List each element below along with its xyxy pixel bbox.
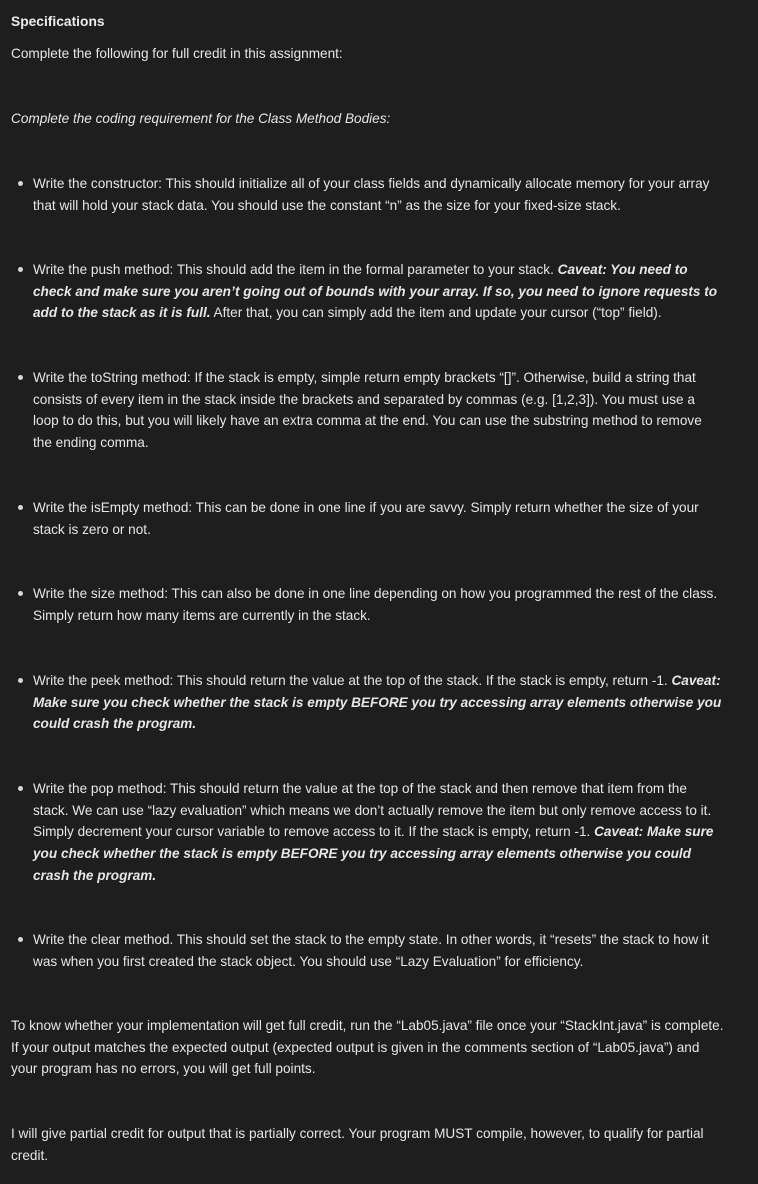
requirement-text: Write the constructor: This should initialize all of your class fields and dynamically allocate memory for your array that will hold your stack data. You should use the constant “n” as the size for your fixed-size stack. <box>33 176 710 213</box>
requirement-text: Write the peek method: This should return the value at the top of the stack. If the stack is empty, return -1. <box>33 673 672 688</box>
requirement-size <box>33 583 723 626</box>
requirement-peek <box>33 670 723 735</box>
caveat-text: Caveat: You need to check and make sure you aren’t going out of bounds with your array. If so, you need to ignore requests to add to the stack as it is full. <box>33 262 718 321</box>
caveat-text: Caveat: Make sure you check whether the stack is empty BEFORE you try accessing array elements otherwise you could crash the program. <box>33 824 714 883</box>
requirement-text-after: After that, you can simply add the item and update your cursor (“top” field). <box>210 305 662 321</box>
requirement-isempty <box>33 497 723 540</box>
full-credit-paragraph: To know whether your implementation will get full credit, run the “Lab05.java” file once your “StackInt.java” is complete. If your output matches the expected output (expected output is given in the comments section of “Lab05.java”) and your program has no errors, you will get full points. <box>11 1018 724 1077</box>
page-title: Specifications <box>11 14 105 29</box>
subheading: Complete the coding requirement for the Class Method Bodies: <box>11 111 391 126</box>
requirement-constructor <box>33 173 723 216</box>
requirement-clear <box>33 929 723 972</box>
caveat-text: Caveat: Make sure you check whether the stack is empty BEFORE you try accessing array elements otherwise you could crash the program. <box>33 673 722 732</box>
requirement-tostring <box>33 367 723 454</box>
requirement-text: Write the push method: This should add the item in the formal parameter to your stack. <box>33 262 558 277</box>
requirement-text: Write the toString method: If the stack is empty, simple return empty brackets “[]”. Otherwise, build a string that consists of every item in the stack inside the brackets and separated by commas (e.g. [1,2,3]). You must use a loop to do this, but you will likely have an extra comma at the end. You can use the substring method to remove the ending comma. <box>33 370 702 451</box>
requirement-push <box>33 259 723 324</box>
partial-credit-paragraph: I will give partial credit for output that is partially correct. Your program MUST compile, however, to qualify for partial credit. <box>11 1126 704 1163</box>
intro-text: Complete the following for full credit in this assignment: <box>11 46 343 61</box>
requirement-pop <box>33 778 723 887</box>
requirement-text: Write the size method: This can also be done in one line depending on how you programmed the rest of the class. Simply return how many items are currently in the stack. <box>33 586 718 623</box>
requirement-text: Write the clear method. This should set the stack to the empty state. In other words, it “resets” the stack to how it was when you first created the stack object. You should use “Lazy Evaluation” for efficiency. <box>33 932 709 969</box>
requirement-text: Write the isEmpty method: This can be done in one line if you are savvy. Simply return whether the size of your stack is zero or not. <box>33 500 699 537</box>
requirement-text: Write the pop method: This should return the value at the top of the stack and then remove that item from the stack. We can use “lazy evaluation” which means we don’t actually remove the item but only remove access to it. Simply decrement your cursor variable to remove access to it. If the stack is empty, return -1. <box>33 781 712 840</box>
